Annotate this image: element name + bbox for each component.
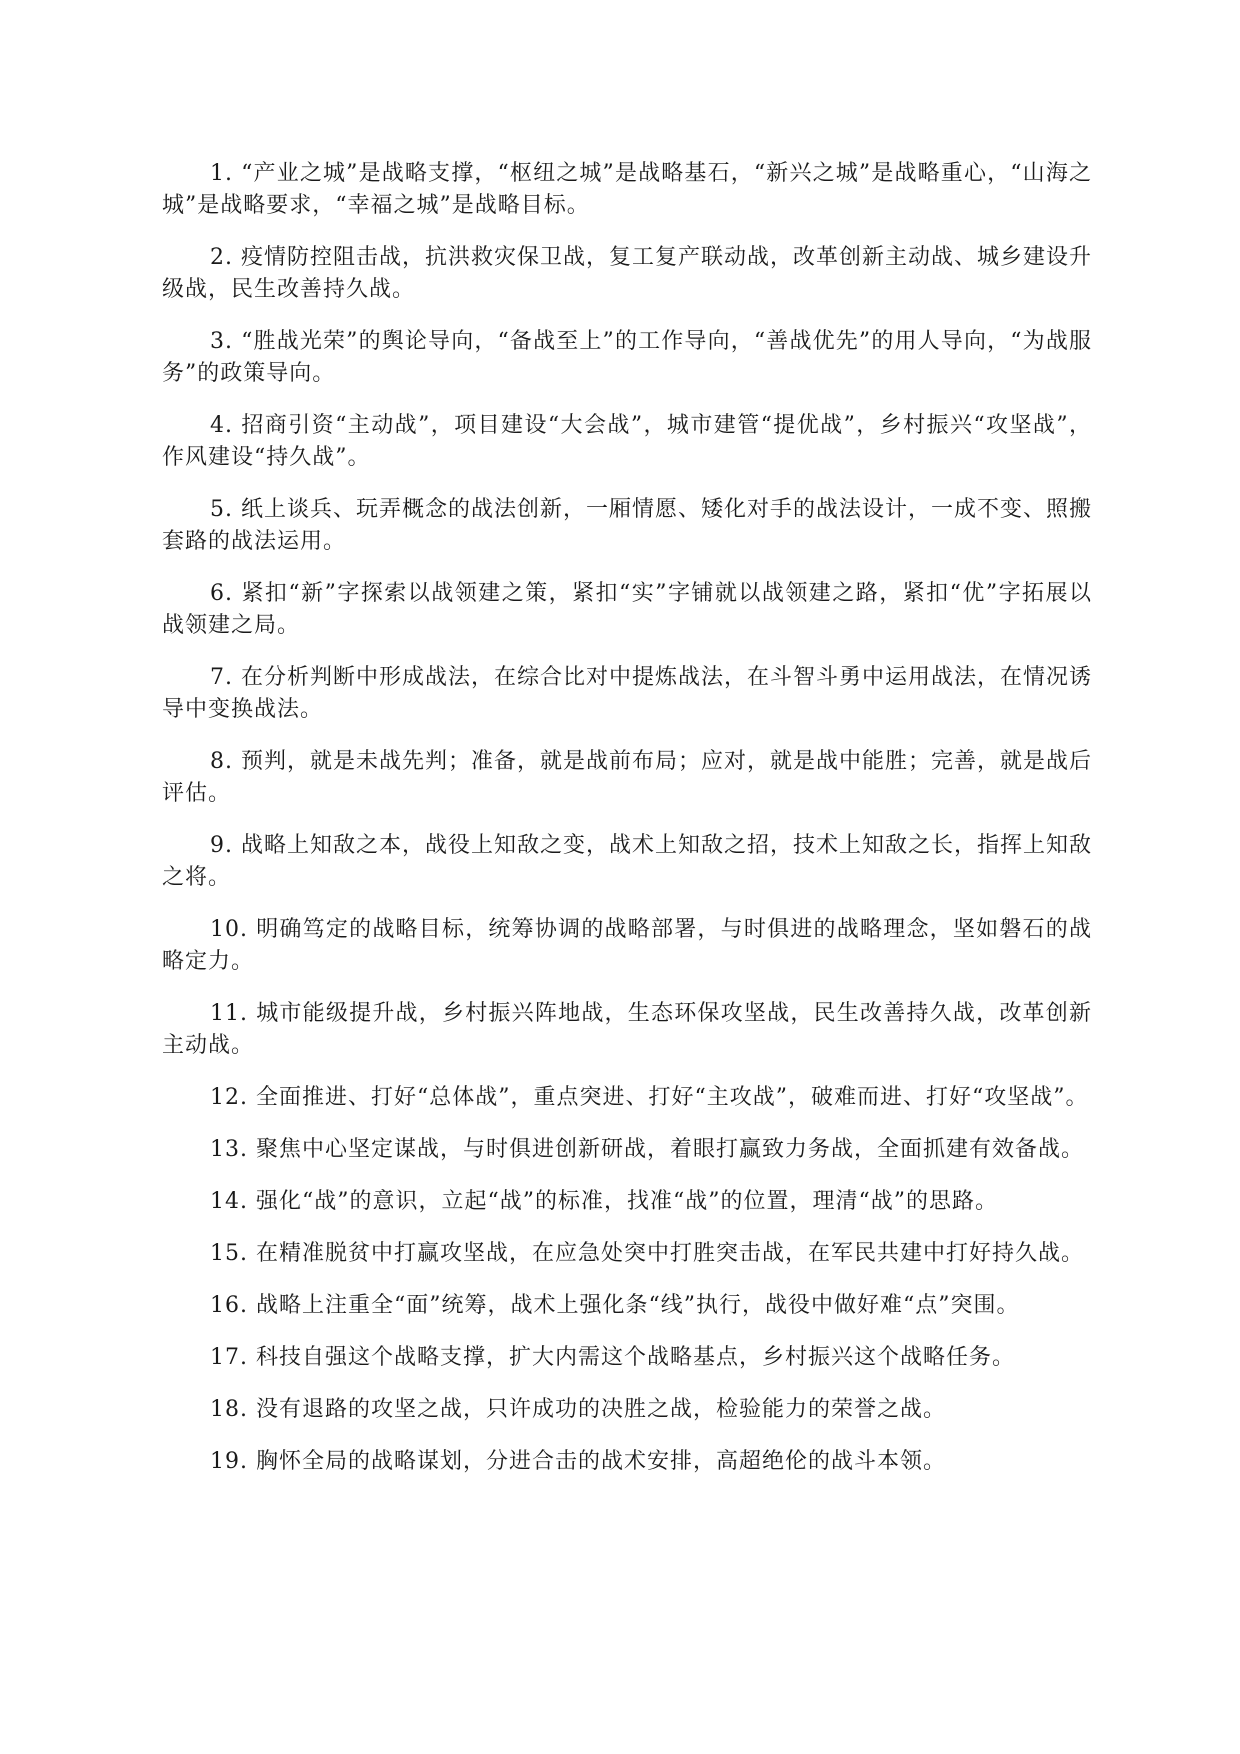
list-item-6: 6. 紧扣“新”字探索以战领建之策，紧扣“实”字铺就以战领建之路，紧扣“优”字拓展以战领建之局。 bbox=[162, 581, 1092, 638]
list-item-14: 14. 强化“战”的意识，立起“战”的标准，找准“战”的位置，理清“战”的思路。 bbox=[210, 1189, 998, 1214]
list-item-12: 12. 全面推进、打好“总体战”，重点突进、打好“主攻战”，破难而进、打好“攻坚战”。 bbox=[210, 1085, 1089, 1110]
list-item-2: 2. 疫情防控阻击战，抗洪救灾保卫战，复工复产联动战，改革创新主动战、城乡建设升级战，民生改善持久战。 bbox=[162, 245, 1092, 302]
list-item-19: 19. 胸怀全局的战略谋划，分进合击的战术安排，高超绝伦的战斗本领。 bbox=[210, 1449, 946, 1474]
list-item-16: 16. 战略上注重全“面”统筹，战术上强化条“线”执行，战役中做好难“点”突围。 bbox=[210, 1293, 1020, 1318]
list-item-8: 8. 预判，就是未战先判；准备，就是战前布局；应对，就是战中能胜；完善，就是战后评估。 bbox=[162, 749, 1092, 806]
list-item-15: 15. 在精准脱贫中打赢攻坚战，在应急处突中打胜突击战，在军民共建中打好持久战。 bbox=[210, 1241, 1084, 1266]
list-item-13: 13. 聚焦中心坚定谋战，与时俱进创新研战，着眼打赢致力务战，全面抓建有效备战。 bbox=[210, 1137, 1084, 1162]
list-item-11: 11. 城市能级提升战，乡村振兴阵地战，生态环保攻坚战，民生改善持久战，改革创新主动战。 bbox=[162, 1001, 1092, 1058]
list-item-9: 9. 战略上知敌之本，战役上知敌之变，战术上知敌之招，技术上知敌之长，指挥上知敌之将。 bbox=[162, 833, 1092, 890]
list-item-18: 18. 没有退路的攻坚之战，只许成功的决胜之战，检验能力的荣誉之战。 bbox=[210, 1397, 946, 1422]
list-item-4: 4. 招商引资“主动战”，项目建设“大会战”，城市建管“提优战”，乡村振兴“攻坚战”，作风建设“持久战”。 bbox=[162, 413, 1092, 470]
list-item-5: 5. 纸上谈兵、玩弄概念的战法创新，一厢情愿、矮化对手的战法设计，一成不变、照搬套路的战法运用。 bbox=[162, 497, 1092, 554]
list-item-1: 1. “产业之城”是战略支撑，“枢纽之城”是战略基石，“新兴之城”是战略重心，“山海之城”是战略要求，“幸福之城”是战略目标。 bbox=[162, 161, 1092, 218]
document-body bbox=[162, 158, 1092, 1498]
list-item-10: 10. 明确笃定的战略目标，统筹协调的战略部署，与时俱进的战略理念，坚如磐石的战略定力。 bbox=[162, 917, 1092, 974]
list-item-17: 17. 科技自强这个战略支撑，扩大内需这个战略基点，乡村振兴这个战略任务。 bbox=[210, 1345, 1015, 1370]
list-item-3: 3. “胜战光荣”的舆论导向，“备战至上”的工作导向，“善战优先”的用人导向，“为战服务”的政策导向。 bbox=[162, 329, 1092, 386]
list-item-7: 7. 在分析判断中形成战法，在综合比对中提炼战法，在斗智斗勇中运用战法，在情况诱导中变换战法。 bbox=[162, 665, 1092, 722]
